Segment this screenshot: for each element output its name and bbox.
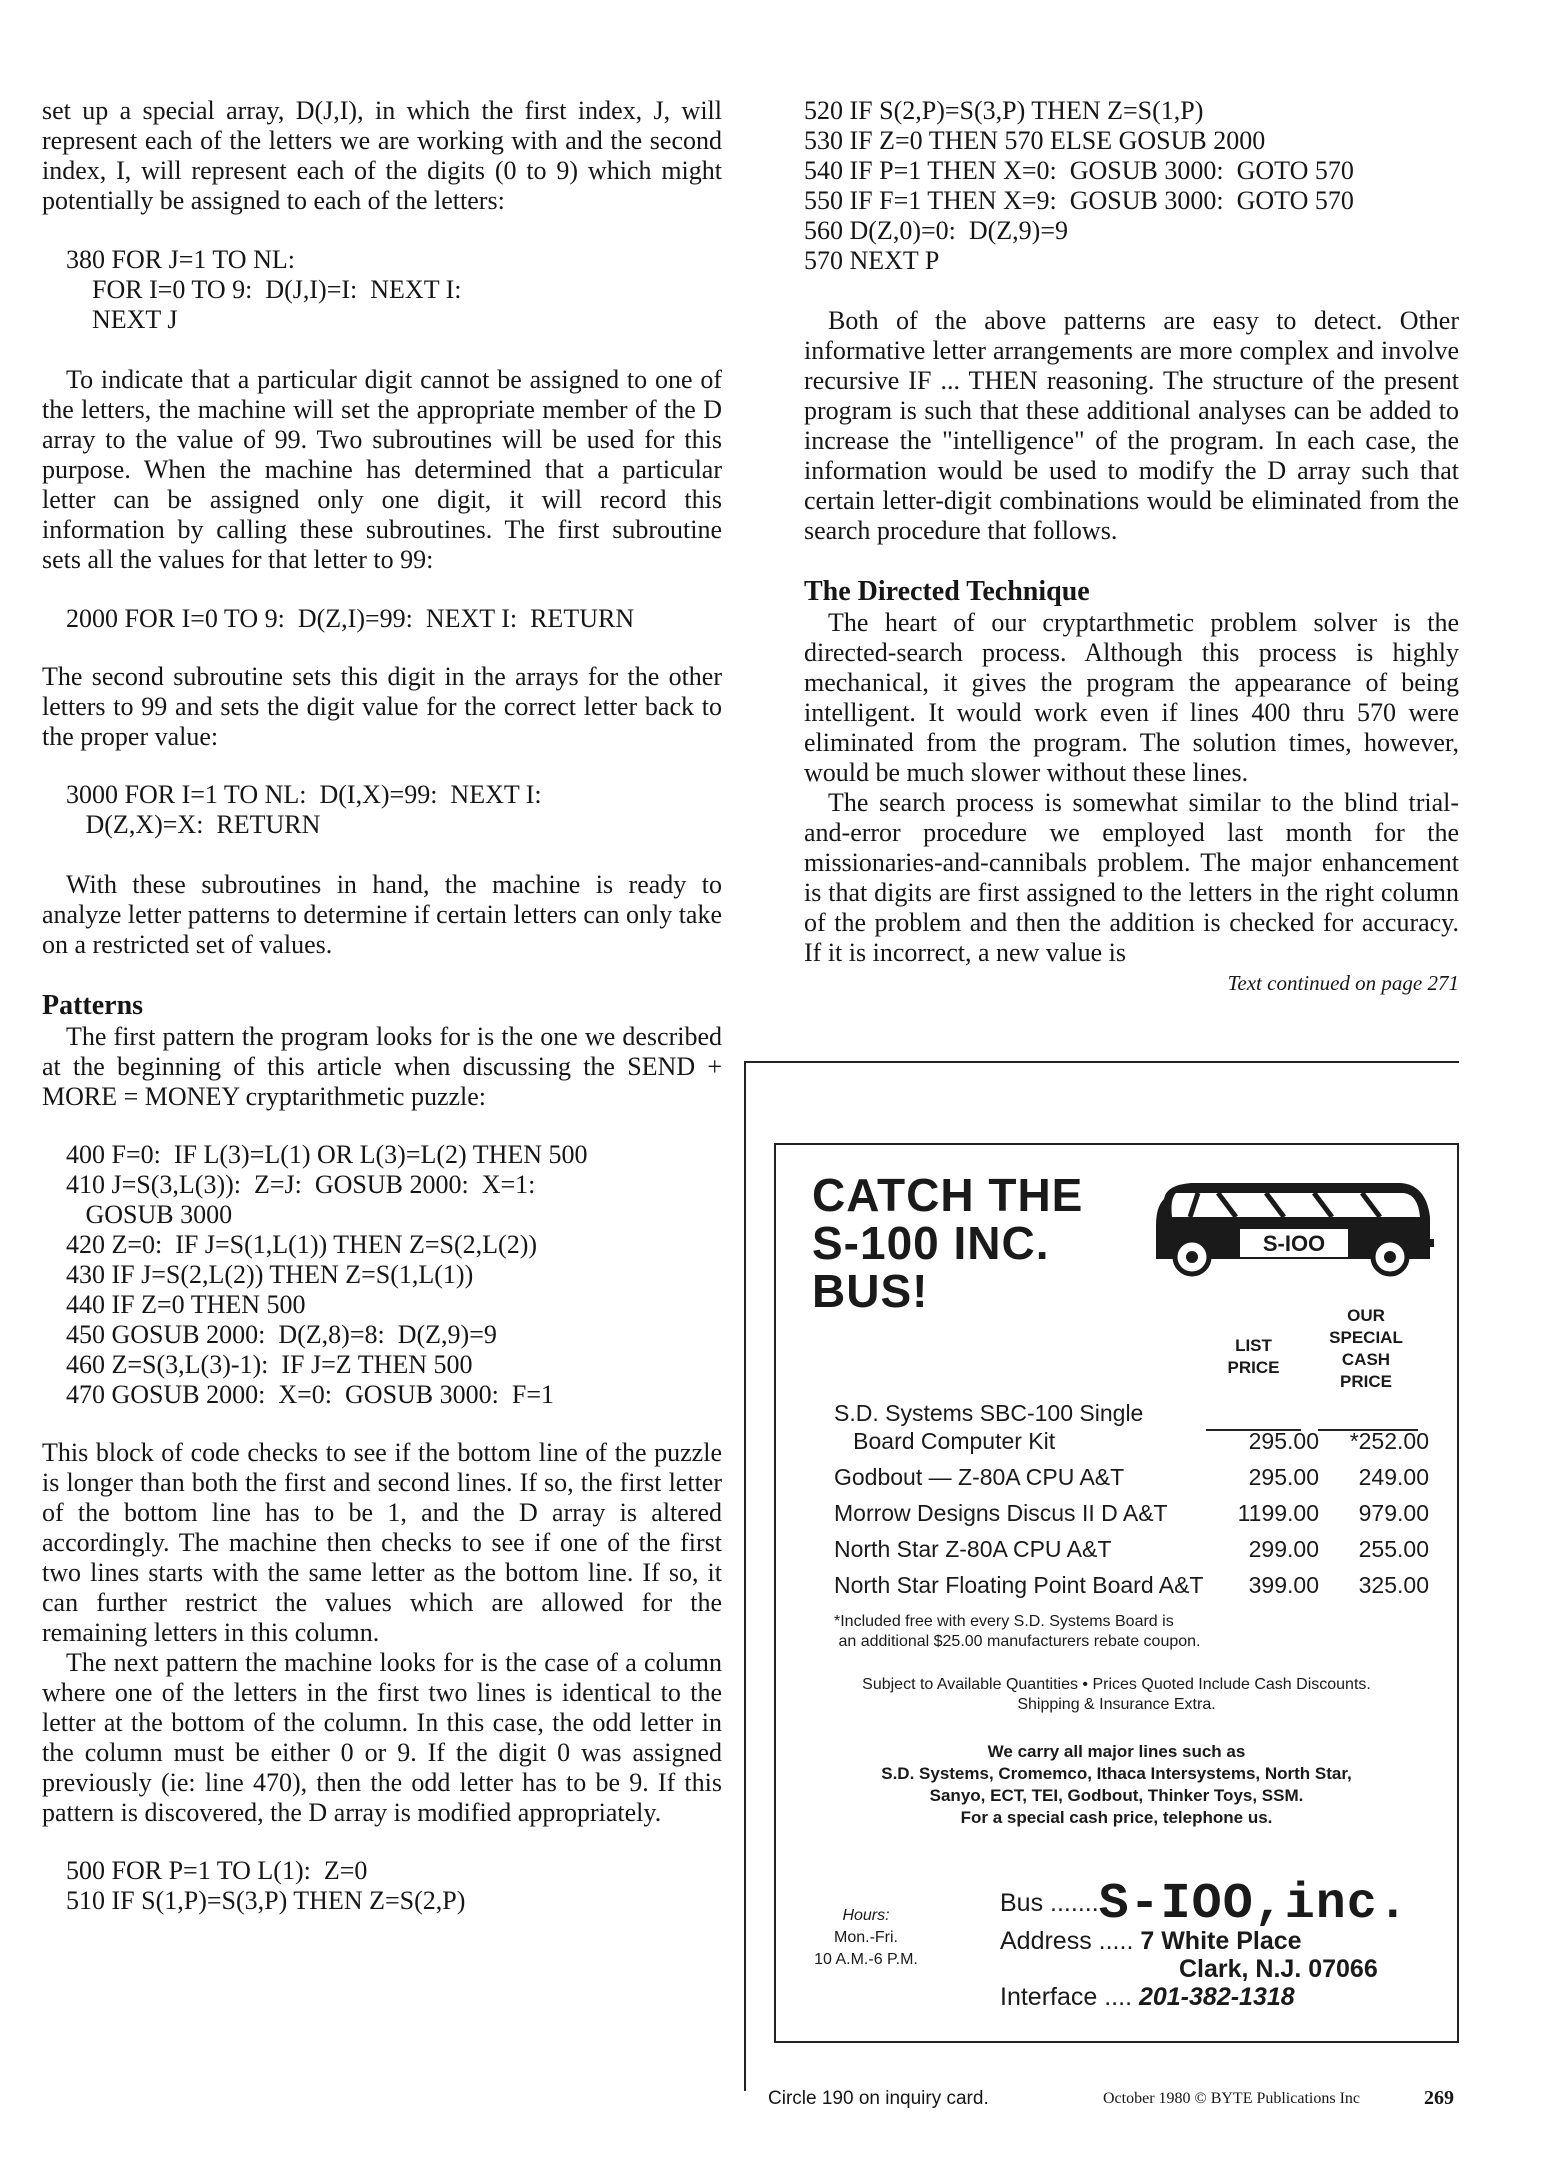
paragraph: The search process is somewhat similar to the blind trial-and-error procedure we employed last month for the missionaries-and-cannibals problem. The major enhancement is that digits are first assigned to the letters in the right column of the problem and then the addition is checked for accuracy. If it is incorrect, a new value is: [804, 788, 1459, 967]
paragraph: The first pattern the program looks for is the one we described at the beginning of this article when discussing the SEND + MORE = MONEY cryptarithmetic puzzle:: [42, 1022, 722, 1111]
section-heading: The Directed Technique: [804, 576, 1090, 607]
list-price-header: LIST PRICE: [1227, 1336, 1280, 1377]
code-block: 400 F=0: IF L(3)=L(1) OR L(3)=L(2) THEN 500 410 J=S(3,L(3)): Z=J: GOSUB 2000: X=1: GOSUB 3000 420 Z=0: IF J=S(1,L(1)) THEN Z=S(2,L(2)) 430 IF J=S(2,L(2)) THEN Z=S(1,L(1)) 440 IF Z=0 THEN 500 450 GOSUB 2000: D(Z,8)=8: D(Z,9)=9 460 Z=S(3,L(3)-1): IF J=Z THEN 500 470 GOSUB 2000: X=0: GOSUB 3000: F=1: [66, 1140, 588, 1409]
leader-dots: ....: [1097, 1983, 1133, 2011]
paragraph: The second subroutine sets this digit in the arrays for the other letters to 99 and sets the digit value for the correct letter back to the proper value:: [42, 662, 722, 751]
leader-dots: .....: [1091, 1927, 1134, 1955]
right-column: [804, 96, 1459, 998]
interface-row: [1000, 1983, 1295, 2011]
bus-field-label: Bus: [1000, 1889, 1044, 1917]
continued-note: Text continued on page 271: [1227, 971, 1459, 995]
bus-label: S-IOO: [1262, 1231, 1326, 1256]
paragraph: With these subroutines in hand, the machine is ready to analyze letter patterns to determine if certain letters can only take on a restricted set of values.: [42, 870, 723, 959]
ad-headline: CATCH THE S-100 INC. BUS!: [812, 1169, 1084, 1317]
list-price: 295.00: [1248, 1428, 1319, 1454]
product-name: S.D. Systems SBC-100 Single Board Computer Kit: [834, 1400, 1144, 1454]
section-heading: Patterns: [42, 990, 144, 1021]
leader-dots: .......: [1043, 1889, 1099, 1917]
phone-number: 201-382-1318: [1138, 1983, 1295, 2011]
paragraph: Both of the above patterns are easy to detect. Other informative letter arrangements are more complex and involve recursive IF ... THEN reasoning. The structure of the present program is such that these additional analyses can be added to increase the "intelligence" of the program. In each case, the information would be used to modify the D array such that certain letter-digit combinations would be eliminated from the search procedure that follows.: [804, 306, 1459, 545]
cash-price: 249.00: [1358, 1464, 1429, 1490]
product-name: North Star Floating Point Board A&T: [834, 1572, 1204, 1598]
list-price: 1199.00: [1237, 1500, 1319, 1526]
list-price: 399.00: [1248, 1572, 1319, 1598]
code-block: 3000 FOR I=1 TO NL: D(I,X)=99: NEXT I: D(Z,X)=X: RETURN: [66, 780, 542, 839]
ad-divider-line: [744, 1061, 1459, 1063]
address-line2: Clark, N.J. 07066: [1179, 1955, 1378, 1983]
cash-price: 979.00: [1358, 1500, 1429, 1526]
code-block: 2000 FOR I=0 TO 9: D(Z,I)=99: NEXT I: RETURN: [66, 604, 635, 633]
code-block: 520 IF S(2,P)=S(3,P) THEN Z=S(1,P) 530 IF Z=0 THEN 570 ELSE GOSUB 2000 540 IF P=1 THEN X=0: GOSUB 3000: GOTO 570 550 IF F=1 THEN X=9: GOSUB 3000: GOTO 570 560 D(Z,0)=0: D(Z,9)=9 570 NEXT P: [804, 96, 1354, 275]
ad-vertical-rule: [744, 1061, 746, 2091]
list-price: 299.00: [1248, 1536, 1319, 1562]
interface-field-label: Interface: [1000, 1983, 1098, 2011]
product-name: Morrow Designs Discus II D A&T: [834, 1500, 1168, 1526]
code-block: 500 FOR P=1 TO L(1): Z=0 510 IF S(1,P)=S(3,P) THEN Z=S(2,P): [66, 1856, 466, 1915]
paragraph: The heart of our cryptarthmetic problem solver is the directed-search process. Although this process is highly mechanical, it gives the program the appearance of being intelligent. It would work even if lines 400 thru 570 were eliminated from the program. The solution times, however, would be much slower without these lines.: [804, 608, 1459, 787]
business-hours: [806, 1905, 926, 1971]
company-logo: S-IOO,inc.: [1098, 1876, 1409, 1933]
bus-row: [1000, 1876, 1409, 1933]
code-block: 380 FOR J=1 TO NL: FOR I=0 TO 9: D(J,I)=I: NEXT I: NEXT J: [66, 245, 462, 334]
address-line1: 7 White Place: [1140, 1927, 1302, 1955]
issue-line: October 1980 © BYTE Publications Inc: [1103, 2090, 1360, 2107]
product-name: Godbout — Z-80A CPU A&T: [834, 1464, 1125, 1490]
hours-label: Hours:: [842, 1907, 890, 1924]
advertisement: [774, 1143, 1459, 2043]
cash-price: *252.00: [1349, 1428, 1429, 1454]
paragraph: To indicate that a particular digit cannot be assigned to one of the letters, the machine will set the appropriate member of the D array to the value of 99. Two subroutines will be used for this purpose. When the machine has determined that a particular letter can be assigned only one digit, it will record this information by calling these subroutines. The first subroutine sets all the values for that letter to 99:: [42, 365, 722, 574]
left-column: [42, 96, 722, 1916]
address-row-2: [1179, 1955, 1378, 1983]
hours-days: Mon.-Fri.: [834, 1929, 898, 1946]
page-number: 269: [1424, 2087, 1454, 2109]
rebate-footnote: *Included free with every S.D. Systems Board is an additional $25.00 manufacturers rebate coupon.: [834, 1613, 1201, 1650]
paragraph: The next pattern the machine looks for is the case of a column where one of the letters in the first two lines is identical to the letter at the bottom of the column. In this case, the odd letter in the column must be either 0 or 9. If the digit 0 was assigned previously (ie: line 470), then the odd letter has to be 9. If this pattern is discovered, the D array is modified appropriately.: [42, 1648, 722, 1827]
paragraph: This block of code checks to see if the bottom line of the puzzle is longer than both the first and second lines. If so, the first letter of the bottom line has to be 1, and the D array is altered accordingly. The machine then checks to see if one of the first two lines starts with the same letter as the bottom line. If so, it can further restrict the values which are allowed for the remaining letters in this column.: [42, 1438, 722, 1647]
product-lines: We carry all major lines such as S.D. Systems, Cromemco, Ithaca Intersystems, North Star, Sanyo, ECT, TEI, Godbout, Thinker Toys, SSM. For a special cash price, telephone us.: [881, 1742, 1352, 1827]
bus-icon: [1146, 1177, 1436, 1282]
address-row: [1000, 1927, 1302, 1955]
cash-price: 325.00: [1358, 1572, 1429, 1598]
cash-price: 255.00: [1358, 1536, 1429, 1562]
cash-price-header: OUR SPECIAL CASH PRICE: [1329, 1306, 1403, 1391]
terms-note: Subject to Available Quantities • Prices Quoted Include Cash Discounts. Shipping & Insurance Extra.: [862, 1676, 1371, 1713]
address-field-label: Address: [1000, 1927, 1092, 1955]
product-name: North Star Z-80A CPU A&T: [834, 1536, 1112, 1562]
paragraph: set up a special array, D(J,I), in which the first index, J, will represent each of the letters we are working with and the second index, I, will represent each of the digits (0 to 9) which might potentially be assigned to each of the letters:: [42, 96, 722, 215]
inquiry-card-note: Circle 190 on inquiry card.: [768, 2088, 989, 2109]
list-price: 295.00: [1248, 1464, 1319, 1490]
hours-time: 10 A.M.-6 P.M.: [814, 1951, 918, 1968]
